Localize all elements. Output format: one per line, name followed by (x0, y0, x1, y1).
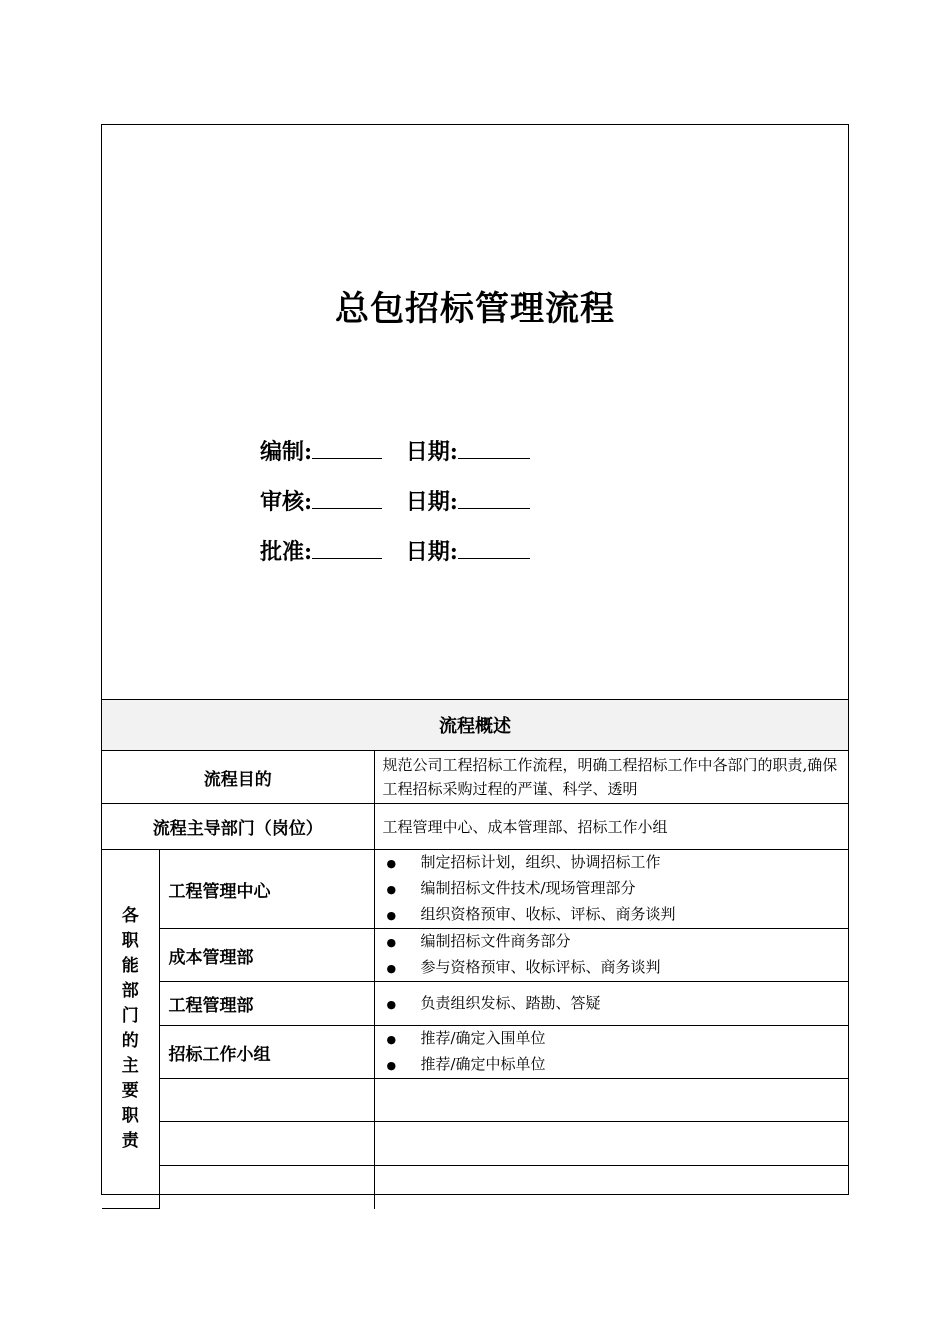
dept-duties (374, 1026, 848, 1079)
process-overview-table (102, 699, 848, 1209)
bullet-icon: ● (386, 1059, 397, 1072)
date-blank (458, 438, 530, 459)
duty-item: ● 制定招标计划，组织、协调招标工作 (387, 850, 849, 876)
dept-duties (374, 982, 848, 1026)
dept-name: 招标工作小组 (159, 1026, 374, 1079)
duties-vertical-label: 各 职 能 部 门 的 主 要 职 责 (102, 850, 159, 1209)
signoff-row-review (260, 485, 530, 516)
date-label: 日期: (405, 539, 458, 565)
document-title: 总包招标管理流程 (335, 289, 615, 329)
document-frame (101, 124, 849, 1195)
date-blank (458, 538, 530, 559)
empty-cell (374, 1079, 848, 1122)
lead-dept-label: 流程主导部门（岗位） (102, 804, 374, 850)
dept-row (102, 929, 848, 982)
signoff-label: 编制: (260, 439, 313, 465)
dept-row (102, 1026, 848, 1079)
lead-dept-text: 工程管理中心、成本管理部、招标工作小组 (374, 804, 848, 850)
bullet-icon: ● (386, 1033, 397, 1046)
duty-item: ● 推荐/确定入围单位 (387, 1026, 849, 1052)
bullet-icon: ● (386, 936, 397, 949)
signoff-row-approve (260, 535, 530, 566)
date-label: 日期: (405, 439, 458, 465)
dept-row (102, 982, 848, 1026)
bullet-icon: ● (386, 857, 397, 870)
signature-blank (312, 488, 382, 509)
empty-cell (159, 1079, 374, 1122)
duty-item: ● 参与资格预审、收标评标、商务谈判 (387, 955, 849, 981)
date-label: 日期: (405, 489, 458, 515)
signature-blank (312, 538, 382, 559)
purpose-text: 规范公司工程招标工作流程，明确工程招标工作中各部门的职责,确保工程招标采购过程的严谨、科学、透明 (374, 751, 848, 804)
bullet-icon: ● (386, 997, 397, 1011)
bullet-icon: ● (386, 909, 397, 922)
date-blank (458, 488, 530, 509)
empty-row (102, 1079, 848, 1122)
dept-row (102, 850, 848, 929)
empty-cell (159, 1166, 374, 1209)
bullet-icon: ● (386, 962, 397, 975)
signoff-label: 批准: (260, 539, 313, 565)
signoff-row-compile (260, 435, 530, 466)
purpose-label: 流程目的 (102, 751, 374, 804)
empty-cell (159, 1122, 374, 1166)
empty-row (102, 1122, 848, 1166)
lead-dept-row (102, 804, 848, 850)
dept-name: 工程管理中心 (159, 850, 374, 929)
dept-name: 成本管理部 (159, 929, 374, 982)
empty-cell (374, 1166, 848, 1209)
empty-cell (374, 1122, 848, 1166)
duty-item: ● 推荐/确定中标单位 (387, 1052, 849, 1078)
duty-item: ● 编制招标文件商务部分 (387, 929, 849, 955)
signature-blank (312, 438, 382, 459)
bullet-icon: ● (386, 883, 397, 896)
dept-duties (374, 929, 848, 982)
dept-name: 工程管理部 (159, 982, 374, 1026)
signoff-label: 审核: (260, 489, 313, 515)
overview-heading-row (102, 700, 848, 751)
duty-item: ● 组织资格预审、收标、评标、商务谈判 (387, 902, 849, 928)
cover-section (102, 125, 848, 699)
empty-row (102, 1166, 848, 1209)
duty-item: ● 负责组织发标、踏勘、答疑 (387, 991, 849, 1017)
purpose-row (102, 751, 848, 804)
dept-duties (374, 850, 848, 929)
duty-item: ● 编制招标文件技术/现场管理部分 (387, 876, 849, 902)
overview-heading: 流程概述 (102, 700, 848, 751)
